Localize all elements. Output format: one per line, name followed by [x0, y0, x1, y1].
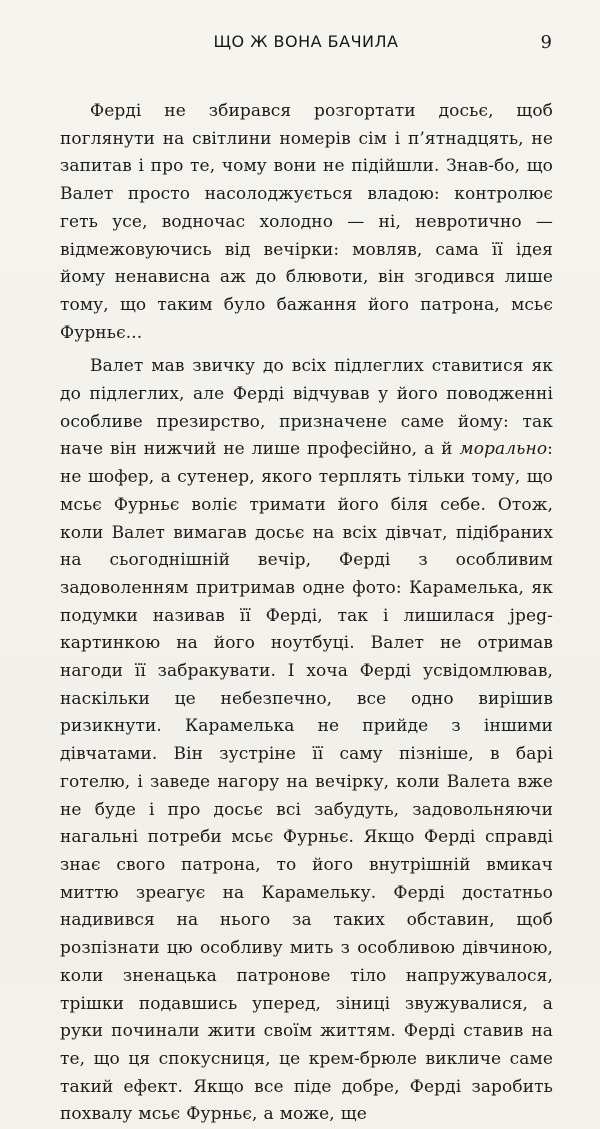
page-number: 9: [540, 32, 552, 53]
paragraph-2-emphasis: морально: [459, 439, 548, 460]
paragraph-1-text: Ферді не збирався розгортати досьє, щоб поглянути на світлини номерів сім і п’ятнадцять, не запитав і про те, чому вони не підійшли. Знав-бо, що Валет просто насолоджується владою: контролює геть усе, водночас холодно — ні, невротично — відмежовуючись від вечірки: мовляв, сама її ідея йому ненависна аж до блювоти, він згодився лише тому, що таким було бажання його патрона, мсьє Фурньє...: [60, 101, 553, 343]
paragraph-1: [60, 98, 553, 347]
paragraph-2-text-before: Валет мав звичку до всіх підлеглих ставитися як до підлеглих, але Ферді відчував у його поводженні особливе презирство, призначене саме йому: так наче він нижчий не лише професійно, а й: [60, 356, 553, 460]
paragraph-2-text-after: : не шофер, а сутенер, якого терплять тільки тому, що мсьє Фурньє воліє тримати його біля себе. Отож, коли Валет вимагав досьє на всіх дівчат, підібраних на сьогоднішній вечір, Ферді з особливим задоволенням притримав одне фото: Карамелька, як подумки називав її Ферді, так і лишилася jpeg-картинкою на його ноутбуці. Валет не отримав нагоди її забракувати. І хоча Ферді усвідомлював, наскільки це небезпечно, все одно вирішив ризикнути. Карамелька не прийде з іншими дівчатами. Він зустріне її саму пізніше, в барі готелю, і заведе нагору на вечірку, коли Валета вже не буде і про досьє всі забудуть, задовольняючи нагальні потреби мсьє Фурньє. Якщо Ферді справді знає свого патрона, то його внутрішній вмикач миттю зреагує на Карамельку. Ферді достатньо надивився на нього за таких обставин, щоб розпізнати цю особливу мить з особливою дівчиною, коли зненацька патронове тіло напружувалося, трішки подавшись уперед, зіниці звужувалися, а руки починали жити своїм життям. Ферді ставив на те, що ця спокусниця, це крем-брюле викличе саме такий ефект. Якщо все піде добре, Ферді заробить похвалу мсьє Фурньє, а може, ще: [60, 439, 553, 1125]
page-header: [60, 32, 552, 56]
running-title: ЩО Ж ВОНА БАЧИЛА: [213, 32, 399, 51]
paragraph-2: [60, 353, 553, 1129]
body-text: [60, 98, 553, 1129]
